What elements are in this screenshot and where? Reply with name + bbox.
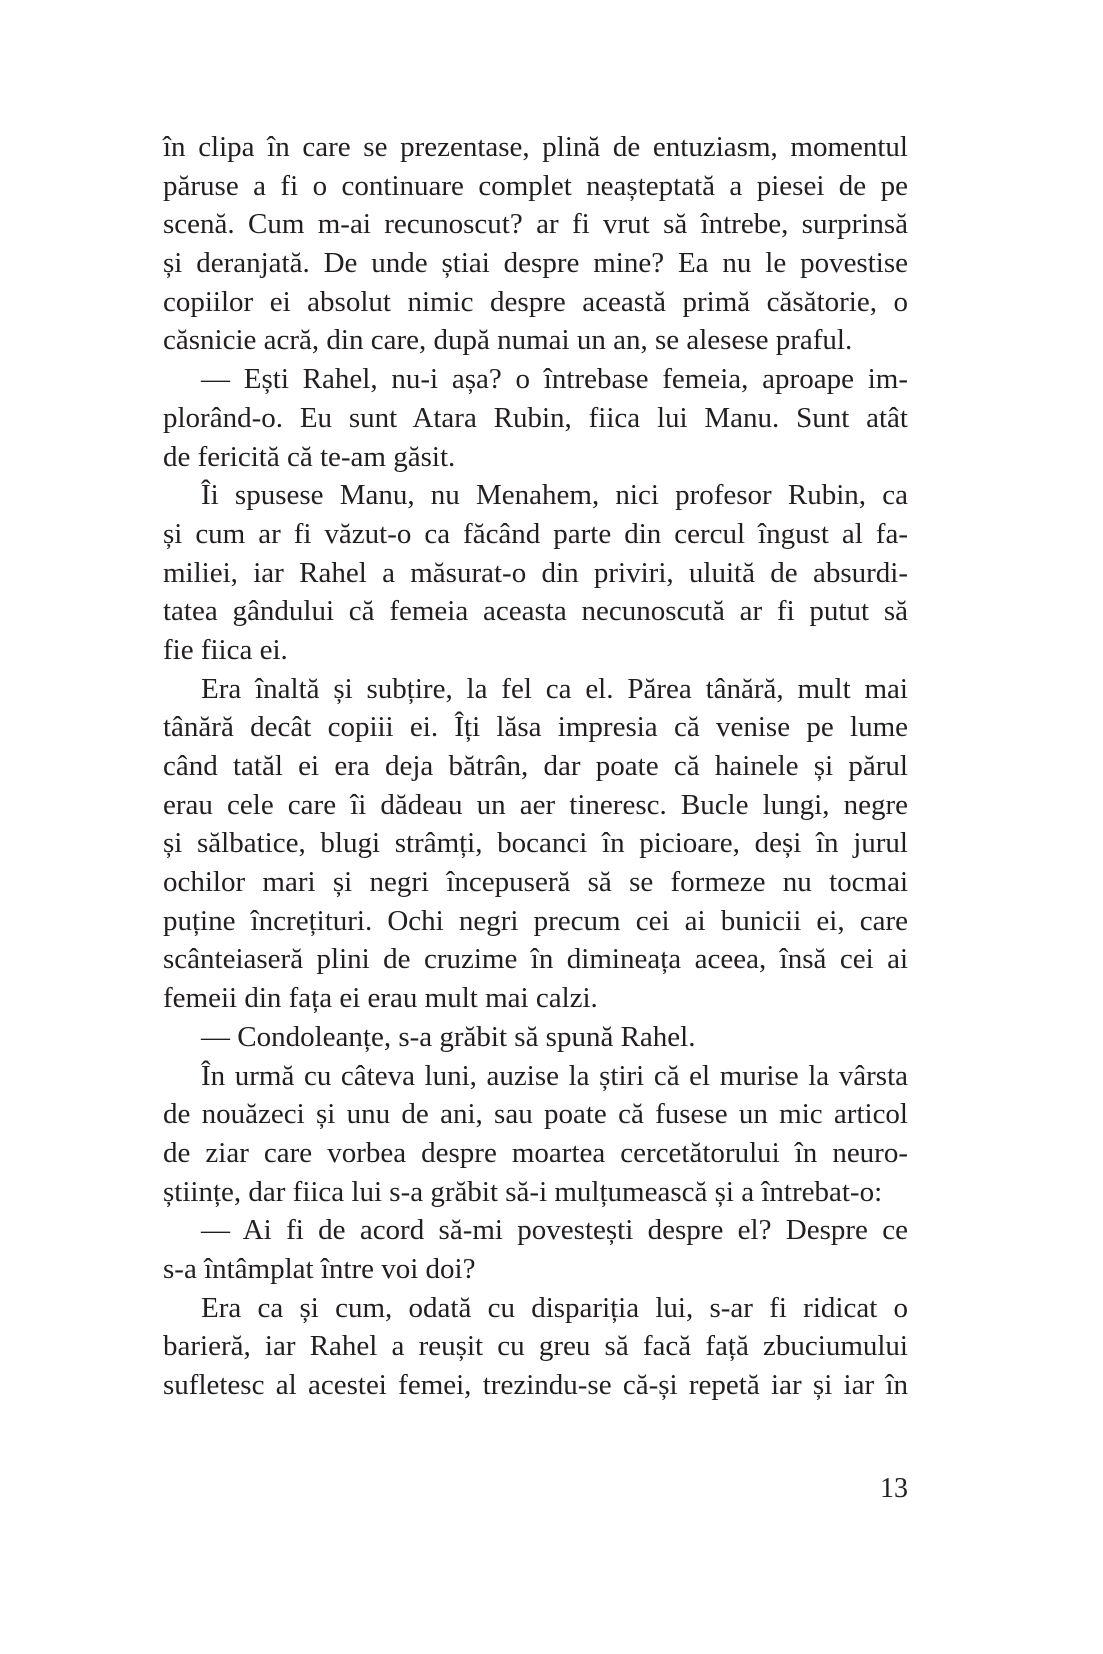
- text-line: s-a întâmplat între voi doi?: [163, 1252, 476, 1285]
- text-line: — Ești Rahel, nu-i așa? o întrebase femeia, aproape im-: [201, 363, 908, 396]
- text-line: când tatăl ei era deja bătrân, dar poate că hainele și părul: [163, 750, 908, 782]
- text-line: în clipa în care se prezentase, plină de entuziasm, momentul: [163, 131, 908, 163]
- text-line: de ziar care vorbea despre moartea cercetătorului în neuro-: [163, 1136, 908, 1169]
- text-line: erau cele care îi dădeau un aer tineresc. Bucle lungi, negre: [163, 788, 908, 821]
- text-line: tatea gândului că femeia aceasta necunoscută ar fi putut să: [163, 595, 908, 628]
- text-line: În urmă cu câteva luni, auzise la știri că el murise la vârsta: [201, 1059, 908, 1092]
- text-line: Era înaltă și subțire, la fel ca el. Părea tânără, mult mai: [201, 672, 908, 705]
- page-number: 13: [880, 1473, 908, 1504]
- text-line: scânteiaseră plini de cruzime în dimineața aceea, însă cei ai: [163, 943, 908, 976]
- text-line: și deranjată. De unde știai despre mine? Ea nu le povestise: [163, 247, 908, 280]
- text-line: științe, dar fiica lui s-a grăbit să-i mulțumească și a întrebat-o:: [163, 1175, 883, 1208]
- text-line: de nouăzeci și unu de ani, sau poate că fusese un mic articol: [163, 1098, 908, 1131]
- text-line: tânără decât copiii ei. Îți lăsa impresia că venise pe lume: [163, 711, 908, 744]
- text-line: — Ai fi de acord să-mi povestești despre el? Despre ce: [201, 1214, 908, 1247]
- text-line: scenă. Cum m-ai recunoscut? ar fi vrut să întrebe, surprinsă: [163, 208, 908, 241]
- text-line: — Condoleanțe, s-a grăbit să spună Rahel.: [201, 1020, 696, 1053]
- text-line: sufletesc al acestei femei, trezindu-se că-și repetă iar și iar în: [163, 1369, 908, 1401]
- text-line: miliei, iar Rahel a măsurat-o din priviri, uluită de absurdi-: [163, 556, 908, 589]
- text-line: fie fiica ei.: [163, 633, 288, 666]
- body-text: [163, 128, 908, 1405]
- text-line: păruse a fi o continuare complet neașteptată a piesei de pe: [163, 169, 908, 202]
- text-line: copiilor ei absolut nimic despre această primă căsătorie, o: [163, 285, 908, 318]
- text-line: plorând-o. Eu sunt Atara Rubin, fiica lui Manu. Sunt atât: [163, 401, 908, 434]
- text-line: și cum ar fi văzut-o ca făcând parte din cercul îngust al fa-: [163, 517, 908, 550]
- text-line: barieră, iar Rahel a reușit cu greu să facă față zbuciumului: [163, 1330, 908, 1363]
- text-line: puține încrețituri. Ochi negri precum cei ai bunicii ei, care: [163, 904, 908, 937]
- text-line: Era ca și cum, odată cu dispariția lui, s-ar fi ridicat o: [201, 1291, 908, 1324]
- text-line: și sălbatice, blugi strâmți, bocanci în picioare, deși în jurul: [163, 827, 908, 860]
- text-line: de fericită că te-am găsit.: [163, 440, 456, 473]
- text-line: femeii din fața ei erau mult mai calzi.: [163, 982, 598, 1015]
- text-line: ochilor mari și negri începuseră să se formeze nu tocmai: [163, 866, 908, 899]
- text-line: căsnicie acră, din care, după numai un an, se alesese praful.: [163, 324, 853, 357]
- text-line: Îi spusese Manu, nu Menahem, nici profesor Rubin, ca: [201, 479, 908, 512]
